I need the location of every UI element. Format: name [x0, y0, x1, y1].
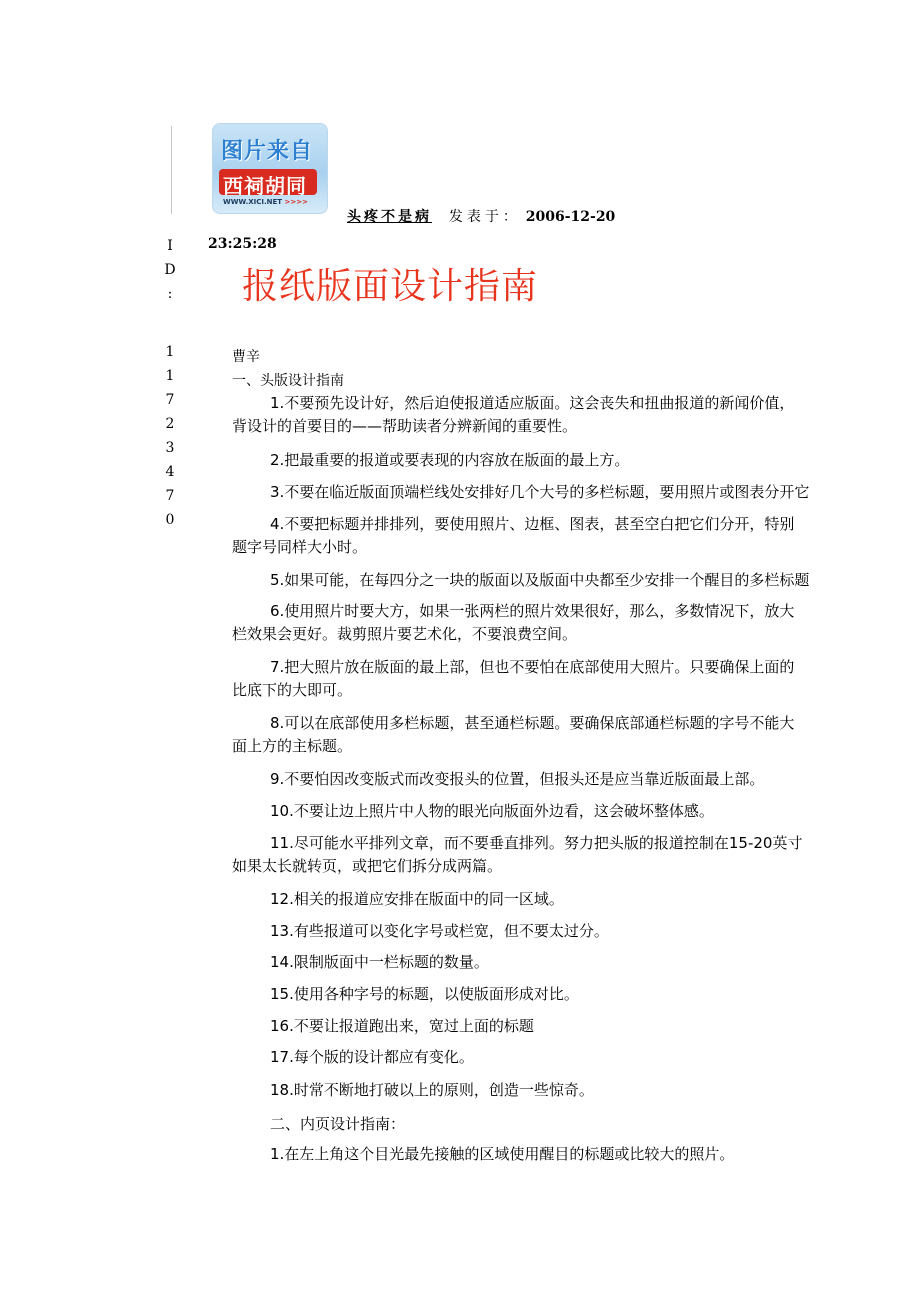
guideline-item [232, 888, 920, 911]
id-char: 2 [165, 416, 175, 432]
section-heading: 二、内页设计指南： [270, 1115, 406, 1133]
guideline-line: 3.不要在临近版面顶端栏线处安排好几个大号的多栏标题，要用照片或图表分开它 [270, 483, 810, 501]
article-author: 曹辛 [232, 349, 260, 365]
guideline-item [232, 569, 920, 592]
section-heading: 一、头版设计指南 [232, 373, 344, 389]
guideline-item [232, 1079, 920, 1102]
post-time: 23:25:28 [208, 236, 277, 252]
guideline-line: 8.可以在底部使用多栏标题，甚至通栏标题。要确保底部通栏标题的字号不能大 [270, 714, 795, 732]
post-date: 2006-12-20 [525, 209, 616, 225]
guideline-item [232, 951, 920, 974]
guideline-line: 比底下的大即可。 [232, 681, 353, 699]
id-char: : [167, 286, 173, 302]
left-border-line [171, 126, 172, 214]
guideline-line: 18.时常不断地打破以上的原则，创造一些惊奇。 [270, 1081, 594, 1099]
guideline-line: 如果太长就转页，或把它们拆分成两篇。 [232, 857, 503, 875]
guideline-line: 1.在左上角这个目光最先接触的区域使用醒目的标题或比较大的照片。 [270, 1145, 735, 1163]
guideline-item [232, 1046, 920, 1069]
guideline-line: 面上方的主标题。 [232, 737, 353, 755]
guideline-line: 17.每个版的设计都应有变化。 [270, 1048, 474, 1066]
guideline-line: 题字号同样大小时。 [232, 538, 368, 556]
logo-line1: 图片来自 [221, 139, 314, 164]
id-column [162, 234, 178, 532]
guideline-item [232, 449, 920, 472]
guideline-line: 11.尽可能水平排列文章，而不要垂直排列。努力把头版的报道控制在15-20英寸 [270, 834, 803, 852]
guideline-line: 16.不要让报道跑出来，宽过上面的标题 [270, 1017, 534, 1035]
id-char: 4 [165, 464, 175, 480]
posted-label: 发表于： [448, 209, 521, 225]
guideline-line: 9.不要怕因改变版式而改变报头的位置，但报头还是应当靠近版面最上部。 [270, 770, 765, 788]
id-char: 1 [165, 344, 175, 360]
xici-logo [212, 123, 328, 214]
guideline-item [232, 656, 920, 702]
guideline-line: 7.把大照片放在版面的最上部，但也不要怕在底部使用大照片。只要确保上面的 [270, 658, 795, 676]
guideline-line: 6.使用照片时要大方，如果一张两栏的照片效果很好，那么，多数情况下，放大 [270, 602, 795, 620]
guideline-item [232, 1143, 920, 1166]
guideline-line: 13.有些报道可以变化字号或栏宽，但不要太过分。 [270, 922, 609, 940]
guideline-line: 5.如果可能，在每四分之一块的版面以及版面中央都至少安排一个醒目的多栏标题 [270, 571, 810, 589]
guideline-item [232, 800, 920, 823]
guideline-line: 15.使用各种字号的标题，以使版面形成对比。 [270, 985, 579, 1003]
id-char: I [167, 238, 173, 254]
guideline-item [232, 712, 920, 758]
author-link[interactable]: 头疼不是病 [347, 209, 432, 225]
id-char: 3 [165, 440, 175, 456]
guideline-item [232, 920, 920, 943]
guideline-item [232, 600, 920, 646]
guideline-item [232, 513, 920, 559]
id-char: D [164, 262, 176, 278]
guideline-item [232, 392, 920, 438]
guideline-line: 2.把最重要的报道或要表现的内容放在版面的最上方。 [270, 451, 630, 469]
guideline-line: 栏效果会更好。裁剪照片要艺术化，不要浪费空间。 [232, 625, 578, 643]
guideline-item [232, 1015, 920, 1038]
guideline-line: 10.不要让边上照片中人物的眼光向版面外边看，这会破坏整体感。 [270, 802, 714, 820]
guideline-line: 12.相关的报道应安排在版面中的同一区域。 [270, 890, 564, 908]
guideline-line: 背设计的首要目的——帮助读者分辨新闻的重要性。 [232, 417, 578, 435]
guideline-item [232, 768, 920, 791]
guideline-line: 4.不要把标题并排排列，要使用照片、边框、图表，甚至空白把它们分开，特别 [270, 515, 795, 533]
logo-url: WWW.XICI.NET >>>> [223, 198, 308, 206]
guideline-item [232, 983, 920, 1006]
page-title: 报纸版面设计指南 [242, 266, 539, 307]
id-char: 7 [165, 488, 175, 504]
id-char: 0 [165, 512, 175, 528]
id-char [162, 306, 178, 340]
guideline-line: 1.不要预先设计好，然后迫使报道适应版面。这会丧失和扭曲报道的新闻价值， [270, 394, 795, 412]
guideline-line: 14.限制版面中一栏标题的数量。 [270, 953, 489, 971]
id-char: 7 [165, 392, 175, 408]
byline [347, 206, 615, 226]
id-char: 1 [165, 368, 175, 384]
logo-line2: 西祠胡同 [223, 174, 307, 198]
guideline-item [232, 481, 920, 504]
guideline-item [232, 832, 920, 878]
